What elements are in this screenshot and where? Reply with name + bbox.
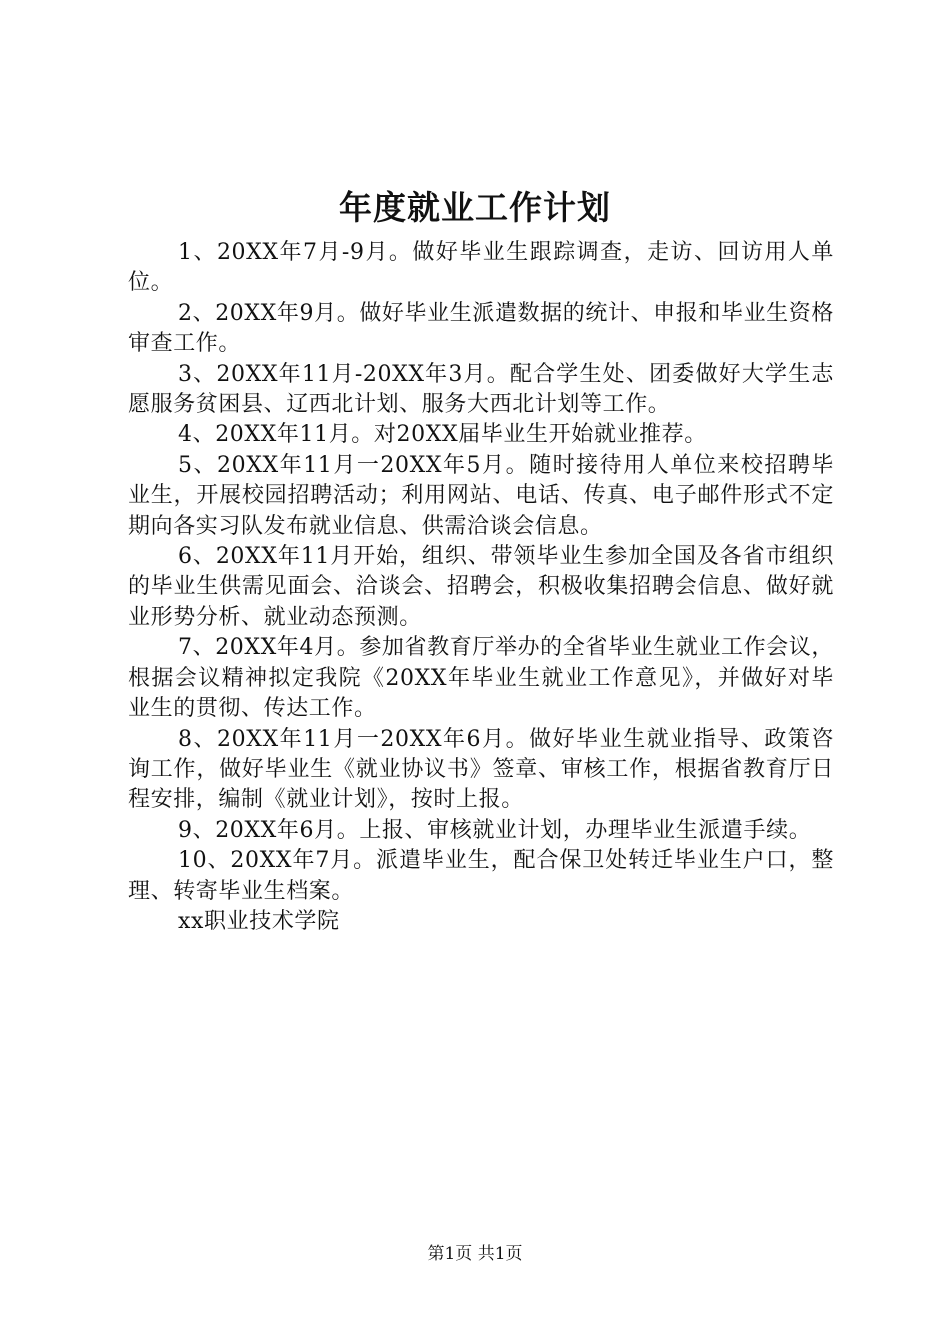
document-body (128, 238, 834, 937)
paragraph-8: 8、20XX年11月一20XX年6月。做好毕业生就业指导、政策咨询工作，做好毕业生《就业协议书》签章、审核工作，根据省教育厅日程安排，编制《就业计划》，按时上报。 (128, 726, 834, 813)
page-footer: 第1页 共1页 (427, 1244, 523, 1264)
paragraph-2: 2、20XX年9月。做好毕业生派遣数据的统计、申报和毕业生资格审查工作。 (128, 300, 834, 357)
paragraph-9: 9、20XX年6月。上报、审核就业计划，办理毕业生派遣手续。 (178, 817, 812, 843)
paragraph-10: 10、20XX年7月。派遣毕业生，配合保卫处转迁毕业生户口，整理、转寄毕业生档案。 (128, 848, 834, 904)
signature: xx职业技术学院 (178, 908, 340, 934)
paragraph-5: 5、20XX年11月一20XX年5月。随时接待用人单位来校招聘毕业生，开展校园招聘活动；利用网站、电话、传真、电子邮件形式不定期向各实习队发布就业信息、供需洽谈会信息。 (128, 452, 834, 539)
document-title: 年度就业工作计划 (339, 188, 611, 227)
paragraph-7: 7、20XX年4月。参加省教育厅举办的全省毕业生就业工作会议，根据会议精神拟定我院《20XX年毕业生就业工作意见》，并做好对毕业生的贯彻、传达工作。 (128, 635, 834, 722)
paragraph-4: 4、20XX年11月。对20XX届毕业生开始就业推荐。 (178, 422, 707, 448)
paragraph-6: 6、20XX年11月开始，组织、带领毕业生参加全国及各省市组织的毕业生供需见面会、洽谈会、招聘会，积极收集招聘会信息、做好就业形势分析、就业动态预测。 (128, 544, 834, 630)
paragraph-3: 3、20XX年11月-20XX年3月。配合学生处、团委做好大学生志愿服务贫困县、辽西北计划、服务大西北计划等工作。 (128, 361, 834, 418)
paragraph-1: 1、20XX年7月-9月。做好毕业生跟踪调查，走访、回访用人单位。 (128, 240, 834, 296)
